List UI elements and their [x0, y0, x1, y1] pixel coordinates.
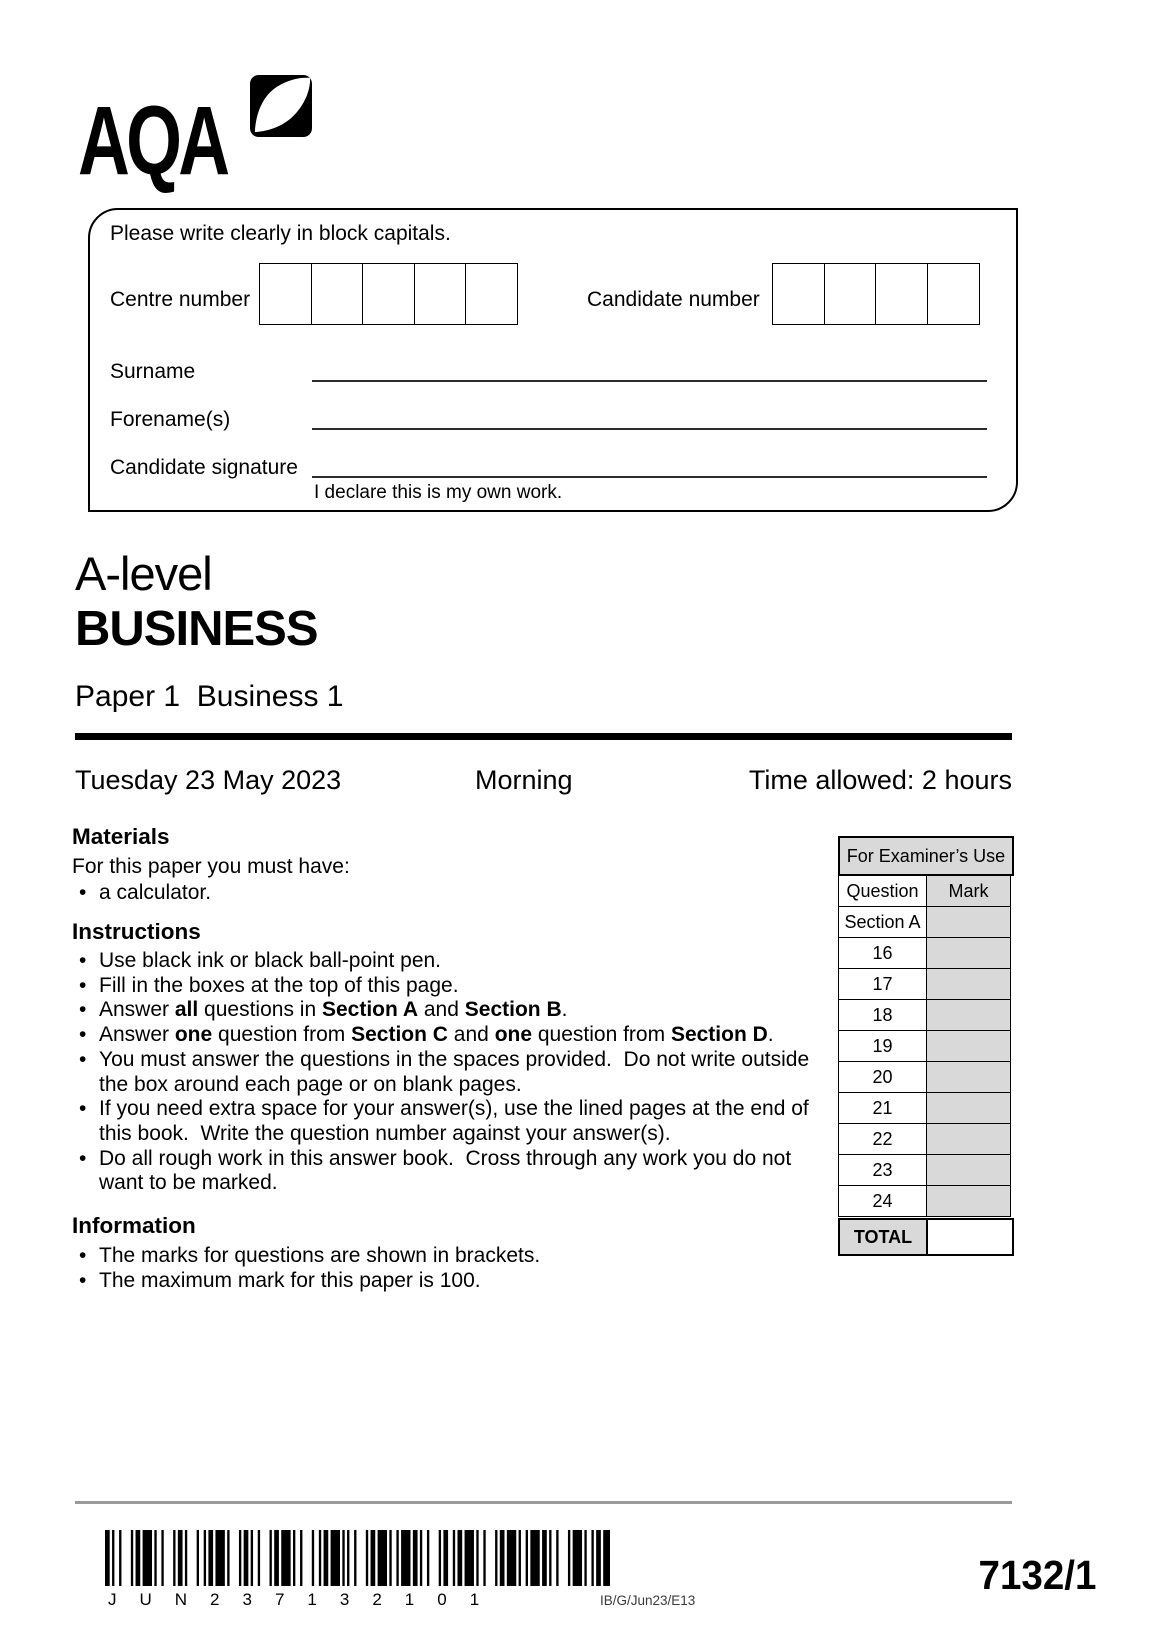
information-item: • The marks for questions are shown in brackets.	[72, 1243, 820, 1268]
centre-number-cells	[261, 263, 518, 325]
examiner-table-title: For Examiner’s Use	[838, 836, 1014, 876]
examiner-table-header-row	[838, 876, 1014, 907]
examiner-table-row	[838, 1124, 1014, 1155]
instructions-item: • Do all rough work in this answer book. Cross through any work you do not want to be marked.	[72, 1147, 820, 1196]
exam-sitting: Morning	[475, 765, 573, 795]
information-heading: Information	[72, 1213, 196, 1238]
examiner-table-row	[838, 1093, 1014, 1124]
total-mark-cell	[928, 1220, 1012, 1254]
question-cell: 21	[838, 1092, 927, 1124]
barcode-text: JUN237132101	[108, 1590, 503, 1609]
declaration-text: I declare this is my own work.	[314, 482, 563, 503]
forenames-label: Forename(s)	[110, 408, 231, 431]
candidate-number-cells	[774, 263, 980, 325]
examiner-use-table	[838, 836, 1014, 1256]
candidate-number-cell[interactable]	[824, 263, 877, 325]
signature-field[interactable]	[312, 456, 987, 478]
question-cell: 17	[838, 968, 927, 1000]
instructions-list	[72, 949, 820, 1196]
question-cell: 18	[838, 999, 927, 1031]
examiner-table-row	[838, 938, 1014, 969]
instructions-item: • Use black ink or black ball-point pen.	[72, 949, 820, 974]
mark-column-header: Mark	[926, 875, 1011, 907]
examiner-table-row	[838, 1186, 1014, 1217]
centre-number-cell[interactable]	[362, 263, 415, 325]
candidate-number-cell[interactable]	[875, 263, 928, 325]
question-cell: 22	[838, 1123, 927, 1155]
candidate-number-cell[interactable]	[772, 263, 825, 325]
candidate-number-cell[interactable]	[927, 263, 980, 325]
examiner-table-row	[838, 1000, 1014, 1031]
question-cell: 20	[838, 1061, 927, 1093]
document-reference: IB/G/Jun23/E13	[600, 1593, 696, 1608]
information-section	[72, 1213, 820, 1293]
mark-cell	[926, 906, 1011, 938]
materials-list	[72, 880, 820, 906]
materials-heading: Materials	[72, 824, 170, 849]
examiner-table-row	[838, 969, 1014, 1000]
aqa-leaf-icon	[250, 75, 312, 137]
barcode	[105, 1530, 610, 1586]
mark-cell	[926, 1030, 1011, 1062]
exam-date: Tuesday 23 May 2023	[75, 765, 342, 795]
surname-field[interactable]	[312, 360, 987, 382]
instructions-section	[72, 919, 820, 1196]
candidate-details-box	[88, 208, 1018, 512]
centre-number-cell[interactable]	[414, 263, 467, 325]
examiner-table-row	[838, 1062, 1014, 1093]
centre-number-cell[interactable]	[311, 263, 364, 325]
materials-section	[72, 824, 820, 906]
centre-number-label: Centre number	[110, 288, 251, 311]
centre-number-cell[interactable]	[465, 263, 518, 325]
examiner-table-row	[838, 1031, 1014, 1062]
instructions-item: • Fill in the boxes at the top of this page.	[72, 974, 820, 999]
aqa-logo	[68, 70, 328, 195]
instructions-item: • You must answer the questions in the spaces provided. Do not write outside the box around each page or on blank pages.	[72, 1048, 820, 1097]
qualification-title: A-level	[75, 547, 212, 600]
examiner-table-rows	[838, 907, 1014, 1217]
instructions-item: • If you need extra space for your answer(s), use the lined pages at the end of this book. Write the question number against your answer(s).	[72, 1097, 820, 1146]
paper-code: 7132/1	[978, 1552, 1096, 1598]
instructions-item: • Answer all questions in Section A and Section B.	[72, 998, 820, 1023]
time-allowed: Time allowed: 2 hours	[748, 765, 1012, 795]
question-cell: 23	[838, 1154, 927, 1186]
paper-title: Paper 1 Business 1	[75, 680, 344, 713]
surname-label: Surname	[110, 360, 196, 383]
mark-cell	[926, 968, 1011, 1000]
mark-cell	[926, 1185, 1011, 1217]
mark-cell	[926, 937, 1011, 969]
question-cell: 19	[838, 1030, 927, 1062]
candidate-number-label: Candidate number	[587, 288, 760, 311]
subject-title: BUSINESS	[75, 602, 318, 656]
information-list	[72, 1243, 820, 1293]
question-cell: 16	[838, 937, 927, 969]
footer-rule	[75, 1501, 1012, 1504]
centre-number-cell[interactable]	[259, 263, 312, 325]
forenames-field[interactable]	[312, 408, 987, 430]
examiner-table-total-row	[838, 1218, 1014, 1256]
instructions-heading: Instructions	[72, 919, 201, 944]
examiner-table-row	[838, 1155, 1014, 1186]
block-capitals-instruction: Please write clearly in block capitals.	[110, 222, 451, 245]
signature-label: Candidate signature	[110, 456, 298, 479]
total-label: TOTAL	[840, 1220, 928, 1254]
information-item: • The maximum mark for this paper is 100.	[72, 1268, 820, 1293]
question-column-header: Question	[838, 875, 927, 907]
mark-cell	[926, 999, 1011, 1031]
mark-cell	[926, 1061, 1011, 1093]
mark-cell	[926, 1154, 1011, 1186]
mark-cell	[926, 1123, 1011, 1155]
mark-cell	[926, 1092, 1011, 1124]
examiner-table-row	[838, 907, 1014, 938]
materials-item: • a calculator.	[72, 880, 820, 906]
aqa-logo-text: AQA	[78, 86, 227, 195]
title-rule	[75, 733, 1012, 740]
instructions-item: • Answer one question from Section C and one question from Section D.	[72, 1023, 820, 1048]
question-cell: Section A	[838, 906, 927, 938]
materials-intro: For this paper you must have:	[72, 855, 350, 878]
question-cell: 24	[838, 1185, 927, 1217]
